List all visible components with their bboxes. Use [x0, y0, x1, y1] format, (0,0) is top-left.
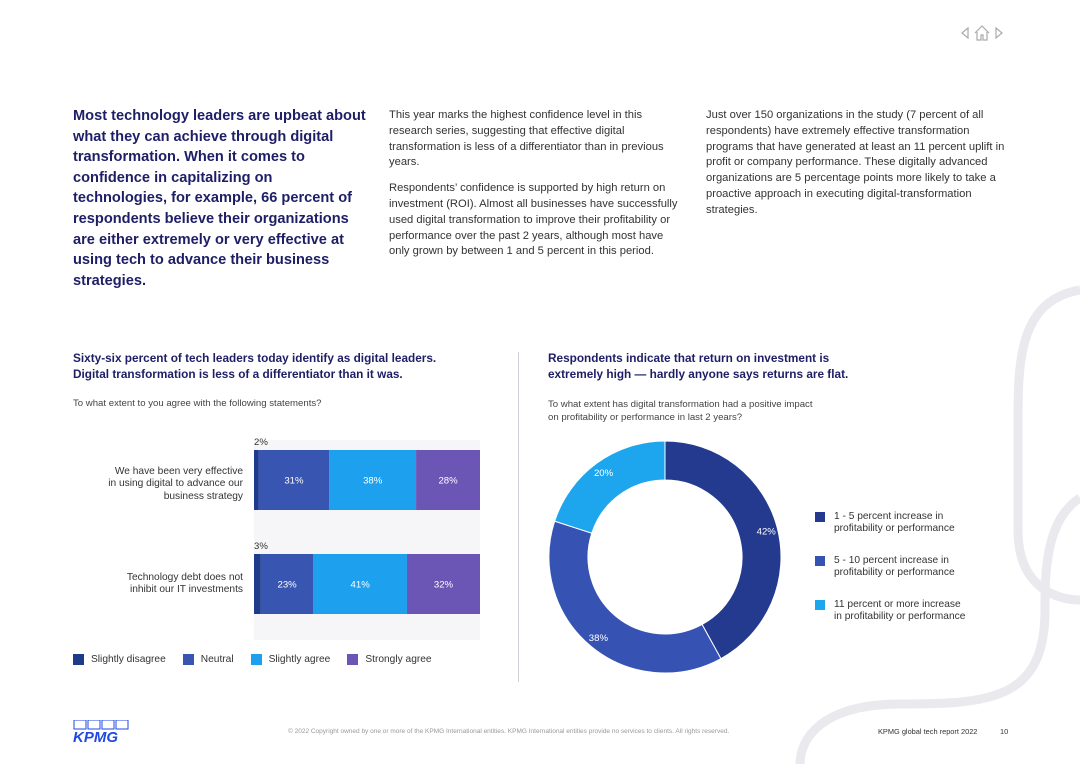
donut-slice: [665, 441, 781, 659]
right-chart-question-line: on profitability or performance in last 2 years?: [548, 411, 743, 423]
chevron-right-icon[interactable]: [994, 26, 1004, 40]
legend-label-line: 11 percent or more increase: [834, 599, 961, 610]
bar-category-label: [68, 466, 243, 503]
report-title: KPMG global tech report 2022: [878, 727, 978, 736]
right-chart-title-line: extremely high — hardly anyone says returns are flat.: [548, 366, 849, 381]
chevron-left-icon[interactable]: [960, 26, 970, 40]
bar-category-label-line: We have been very effective: [114, 466, 243, 477]
legend-label: [834, 555, 955, 580]
legend-label-line: in profitability or performance: [834, 611, 966, 623]
data-label: 23%: [277, 579, 297, 591]
lead-paragraph: Most technology leaders are upbeat about what they can achieve through digital transformation. When it comes to confidence in capitalizing on technologies, for example, 66 percent of respondents believe their organizations are either extremely or very effective at using tech to advance their business strategies.: [73, 108, 366, 289]
page-number: 10: [1000, 727, 1009, 736]
legend-swatch: [251, 654, 262, 665]
legend-label: Strongly agree: [365, 654, 432, 665]
legend-label-line: profitability or performance: [834, 523, 955, 535]
logo-text: KPMG: [73, 729, 118, 744]
left-chart-title-line: Sixty-six percent of tech leaders today identify as digital leaders.: [73, 351, 437, 365]
left-chart-question: To what extent to you agree with the following statements?: [73, 398, 322, 409]
bar-category-label-line: inhibit our IT investments: [129, 584, 243, 596]
copyright-text: © 2022 Copyright owned by one or more of the KPMG International entities. KPMG International entities provide no services to clients. All rights reserved.: [288, 728, 730, 735]
legend-item: [183, 654, 234, 665]
legend-swatch: [815, 512, 825, 522]
right-chart-question-line: To what extent has digital transformation had a positive impact: [548, 399, 813, 410]
data-label: 31%: [284, 475, 304, 487]
right-chart-title-line: Respondents indicate that return on investment is: [548, 351, 830, 365]
slice-label: 42%: [756, 526, 776, 538]
bar-segment: [254, 450, 259, 510]
data-label: 28%: [438, 475, 458, 487]
bar-category-label-line: Technology debt does not: [126, 572, 243, 583]
page-navigation: [960, 22, 1008, 44]
legend-item: [251, 654, 331, 665]
donut-slice: [549, 521, 721, 673]
data-label: 2%: [254, 437, 268, 448]
legend-label: Slightly agree: [268, 654, 331, 665]
donut-chart: [545, 440, 785, 680]
legend-label-line: 5 - 10 percent increase in: [834, 555, 949, 566]
legend-label: [834, 599, 965, 624]
donut-slice: [555, 441, 665, 533]
legend-label-line: profitability or performance: [834, 567, 955, 579]
donut-legend-item: [815, 511, 955, 536]
legend-item: [347, 654, 431, 665]
legend-swatch: [815, 556, 825, 566]
data-label: 32%: [433, 579, 454, 591]
bar-category-label: [68, 572, 243, 597]
legend-swatch: [815, 600, 825, 610]
stacked-bar-chart: [250, 430, 490, 644]
slice-label: 20%: [593, 467, 614, 479]
legend-label-line: 1 - 5 percent increase in: [834, 511, 944, 522]
legend-swatch: [183, 654, 194, 665]
legend-label: Neutral: [200, 654, 234, 665]
kpmg-logo: [73, 720, 131, 744]
donut-legend-item: [815, 599, 965, 624]
donut-legend-item: [815, 555, 955, 580]
legend-swatch: [73, 654, 84, 665]
data-label: 41%: [350, 579, 370, 591]
legend-swatch: [347, 654, 358, 665]
column-divider: [518, 352, 519, 682]
data-label: 38%: [363, 475, 383, 487]
data-label: 3%: [254, 541, 268, 552]
left-chart-title-line: Digital transformation is less of a differentiator than it was.: [73, 366, 403, 381]
legend-label: [834, 511, 955, 536]
bar-chart-legend: [73, 654, 449, 665]
intro-column-2: [389, 108, 681, 270]
right-chart-question: [548, 399, 813, 424]
slice-label: 38%: [588, 633, 608, 645]
home-icon[interactable]: [972, 23, 992, 43]
left-chart-title: [73, 351, 493, 382]
legend-label: Slightly disagree: [91, 654, 166, 665]
bar-category-label-line: in using digital to advance our: [108, 478, 243, 490]
intro-paragraph: Respondents’ confidence is supported by high return on investment (ROI). Almost all businesses have successfully used digital transformation to improve their profitability or performance over the past 2 years, although most have only grown by between 1 and 5 percent in this period.: [389, 182, 678, 258]
bar-segment: [254, 554, 261, 614]
intro-column-3: Just over 150 organizations in the study (7 percent of all respondents) have extremely effective transformation programs that have generated at least an 11 percent uplift in profit or company performance. These digitally advanced organizations are 5 percentage points more likely to take a proactive approach in executing digital-transformation strategies.: [706, 109, 1005, 216]
intro-paragraph: This year marks the highest confidence level in this research series, suggesting that effective digital transformation is less of a differentiator than in previous years.: [389, 109, 664, 169]
right-chart-title: [548, 351, 968, 382]
legend-item: [73, 654, 166, 665]
bar-category-label-line: business strategy: [163, 490, 243, 502]
